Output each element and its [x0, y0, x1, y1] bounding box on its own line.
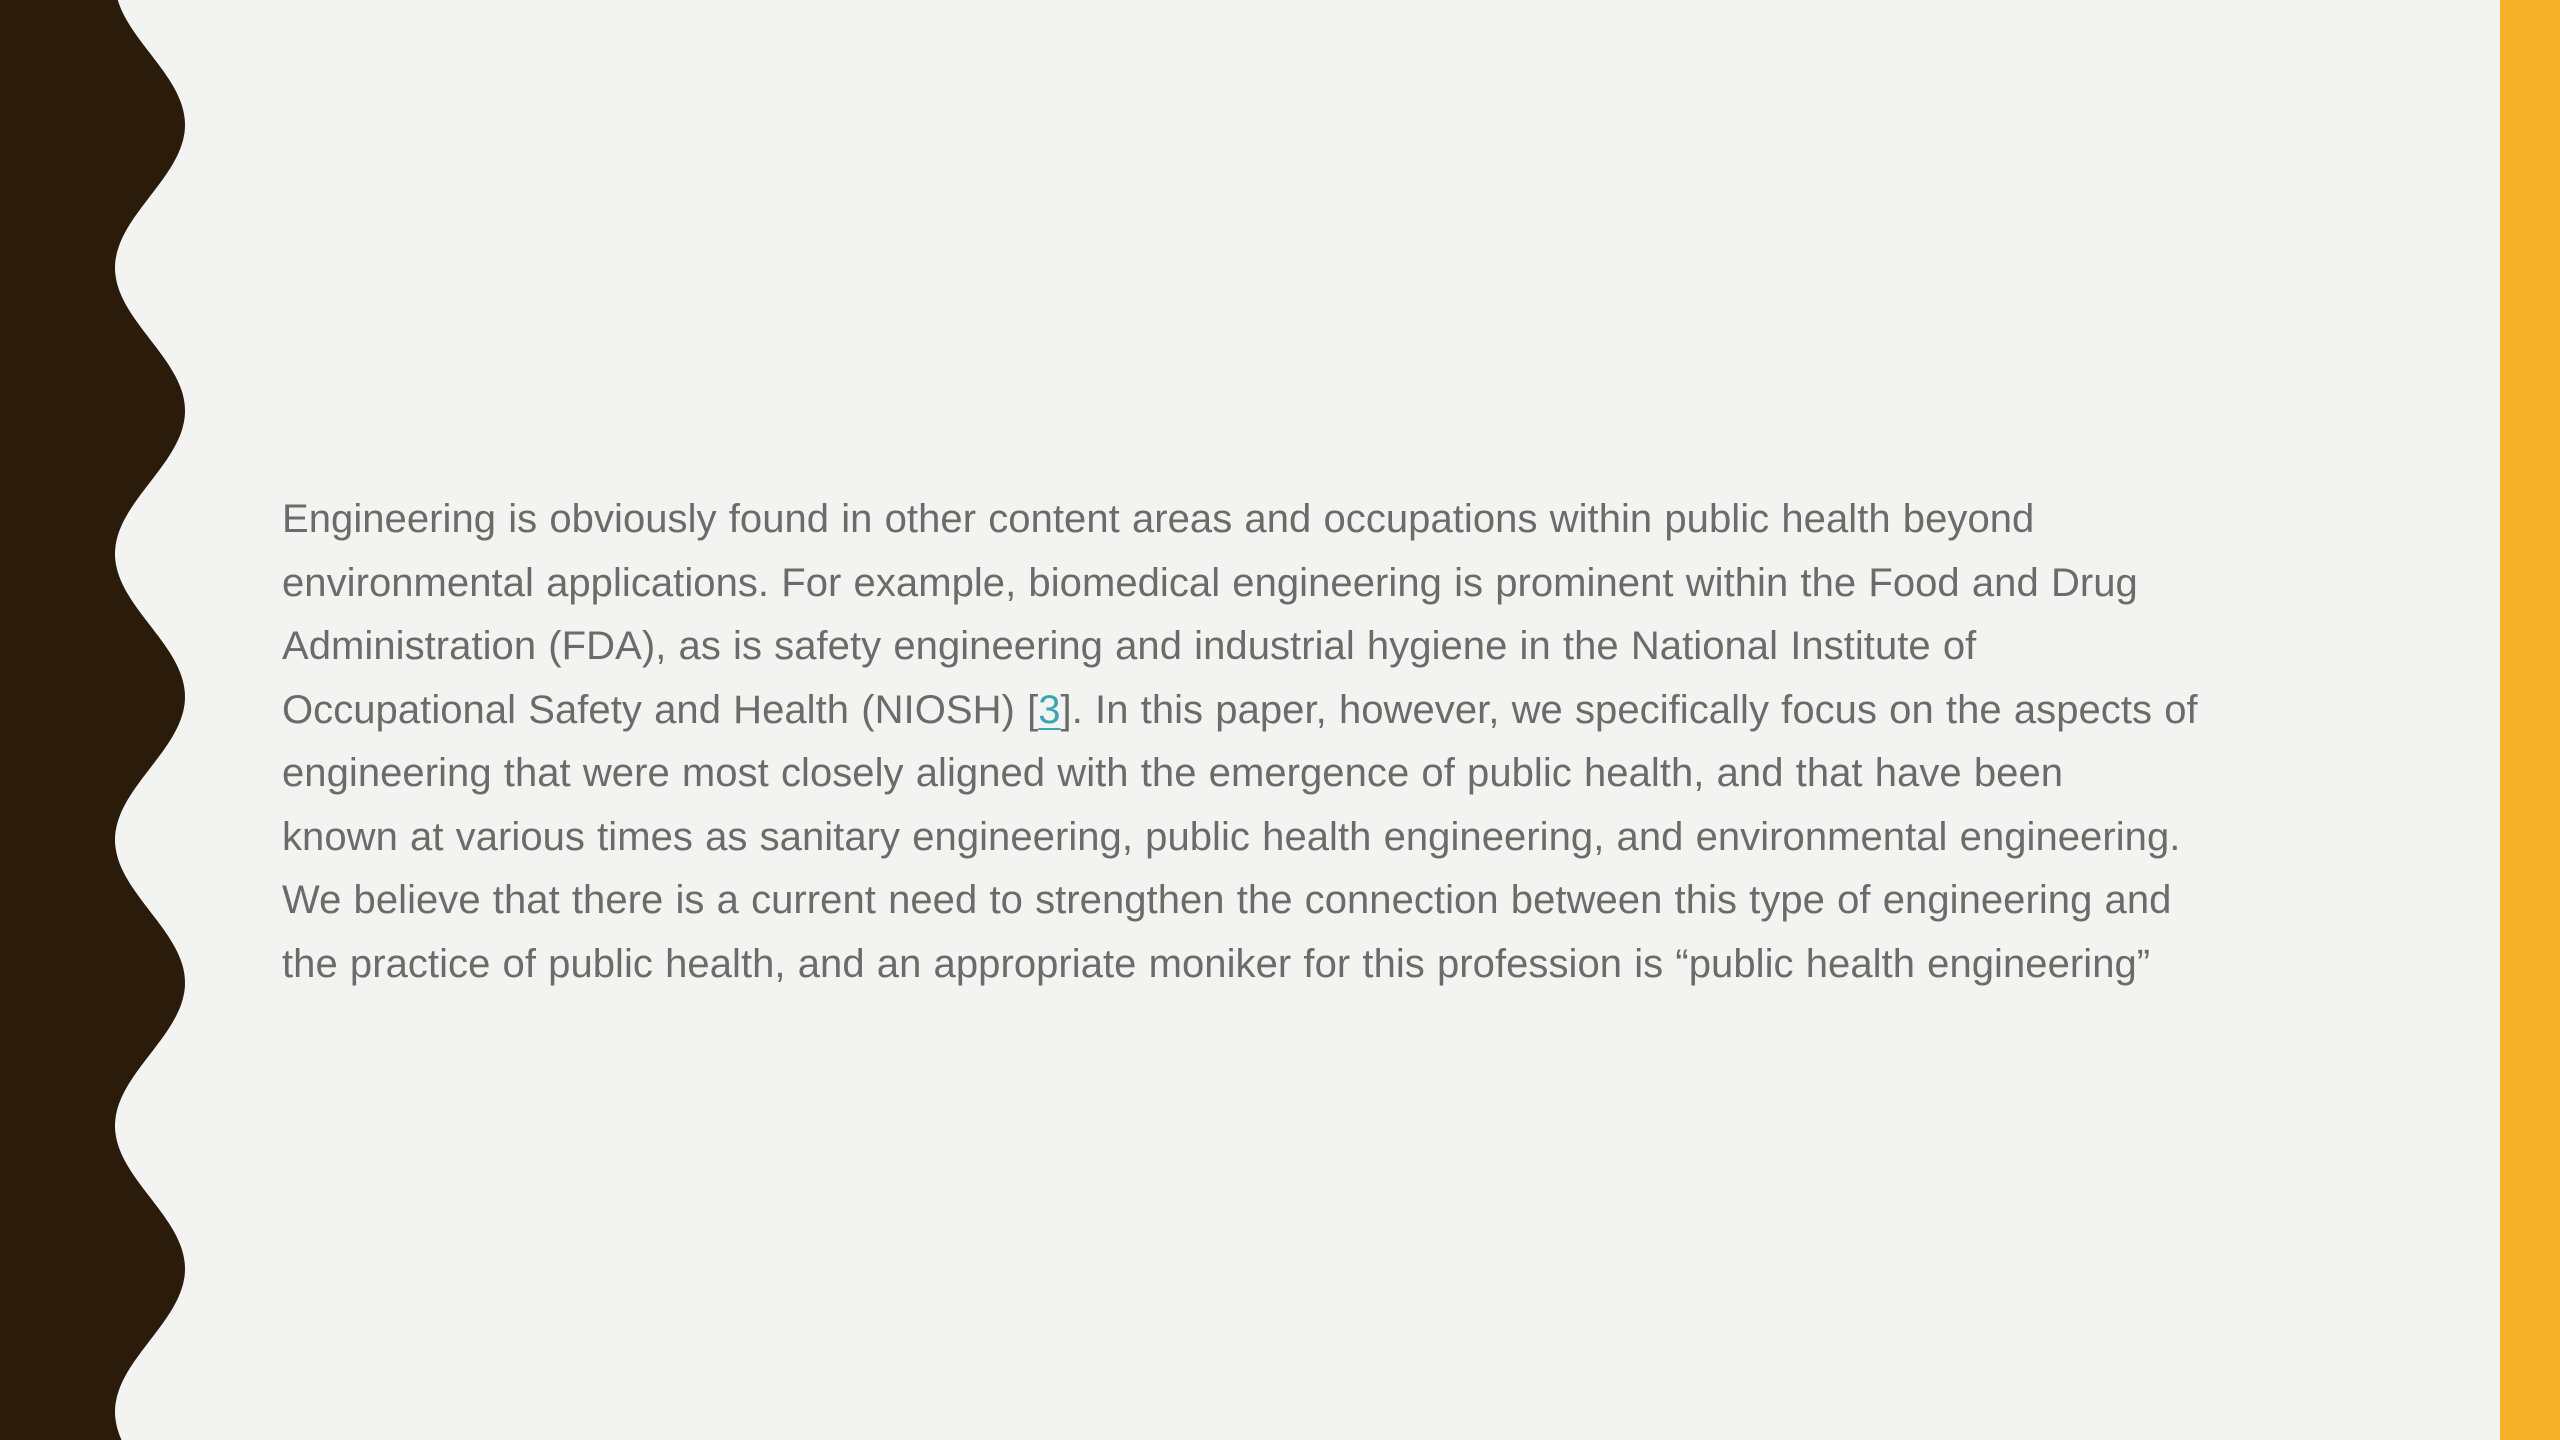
paragraph-text: Occupational Safety and Health (NIOSH) [ [282, 687, 1039, 732]
paragraph-line: Administration (FDA), as is safety engineering and industrial hygiene in the National Institute of [282, 624, 1977, 668]
accent-bar [2500, 0, 2560, 1440]
paragraph-line: We believe that there is a current need to strengthen the connection between this type of engineering and [282, 878, 2172, 922]
paragraph-line: the practice of public health, and an appropriate moniker for this profession is “public health engineering” [282, 941, 2151, 986]
paragraph-line: known at various times as sanitary engineering, public health engineering, and environmental engineering. [282, 814, 2181, 859]
paragraph-line: Engineering is obviously found in other content areas and occupations within public health beyond [282, 497, 2035, 541]
paragraph-line: environmental applications. For example, biomedical engineering is prominent within the Food and Drug [282, 560, 2138, 605]
paragraph-line [282, 679, 2382, 743]
citation-link[interactable]: 3 [1038, 687, 1061, 732]
body-paragraph [282, 488, 2382, 996]
paragraph-line: engineering that were most closely aligned with the emergence of public health, and that have been [282, 751, 2064, 795]
wavy-decorative-band [0, 0, 200, 1440]
paragraph-text: ]. In this paper, however, we specifically focus on the aspects of [1060, 687, 2198, 732]
